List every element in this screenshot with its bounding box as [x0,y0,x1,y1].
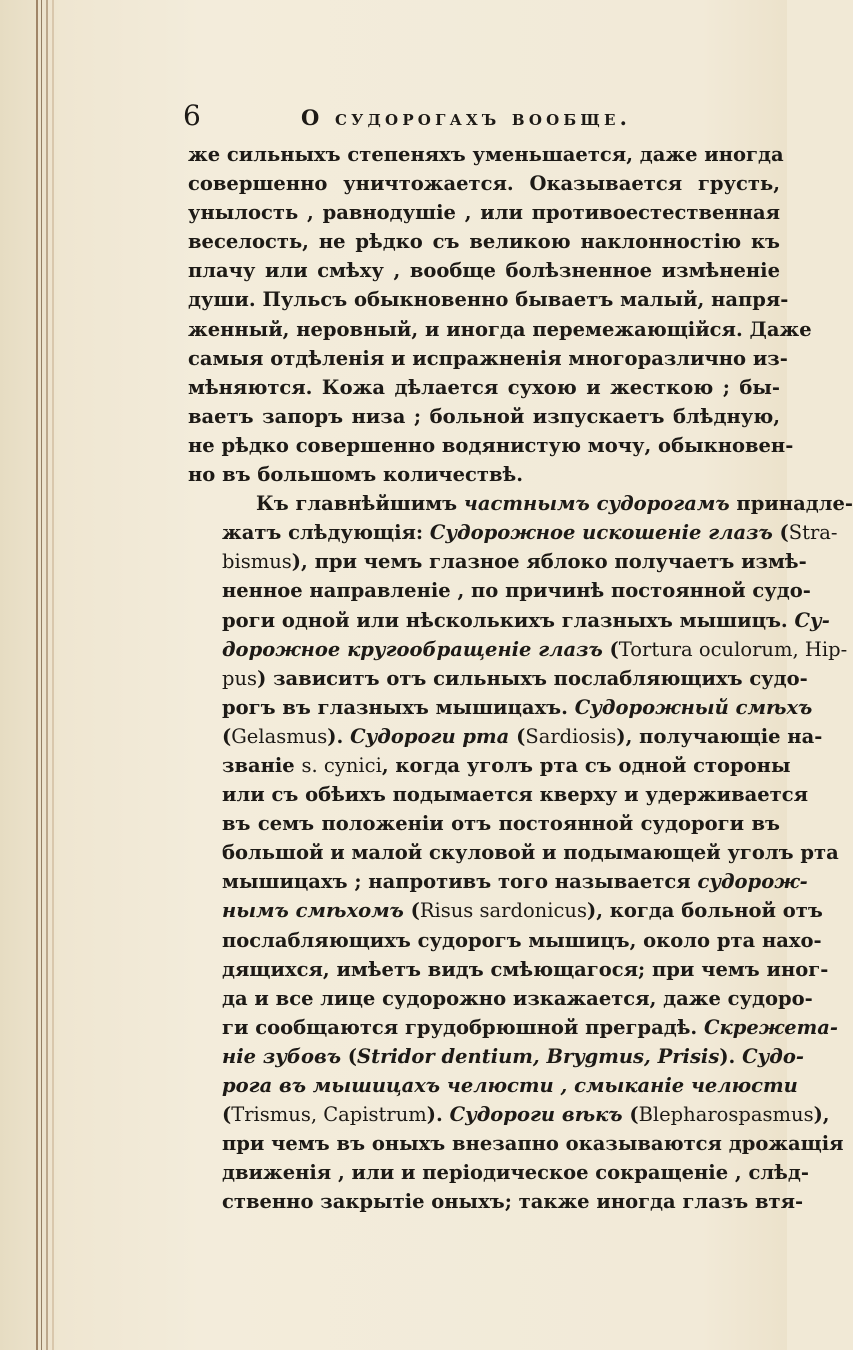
text-line [188,140,784,169]
text-run: ( [509,724,526,748]
text-run: принадле- [729,492,853,516]
text-run: или съ обѣихъ подымается кверху и удерживается [222,783,809,807]
text-run: при чемъ въ оныхъ внезапно оказываются дрожащія [222,1132,844,1156]
paragraph [188,140,812,489]
text-run: рогъ въ глазныхъ мышицахъ. [222,695,575,719]
text-line [188,693,813,722]
text-run: же сильныхъ степеняхъ уменьшается, даже иногда [188,143,784,166]
text-run: веселость, не рѣдко съ великою наклонностію къ [188,230,780,254]
italic-term: судорож- [697,870,808,894]
page-text [188,140,853,1216]
text-line [188,896,823,925]
text-line [188,1100,830,1129]
italic-term: Судороги вѣкъ [449,1103,623,1127]
text-line [188,169,780,198]
text-line [188,1042,804,1071]
text-line [188,256,780,285]
text-run: ). [719,1044,743,1068]
text-line [188,198,780,227]
text-line [188,1013,838,1042]
latin-term: s. cynici [301,753,382,777]
text-run: но въ большомъ количествѣ. [188,463,523,487]
italic-term: Stridor dentium, Brygmus, Prisis [357,1044,720,1068]
text-run: ( [622,1103,639,1127]
text-run: ( [222,724,232,748]
text-line [188,227,780,256]
binding-edge [52,0,54,1350]
text-run: ( [602,637,619,661]
text-line [188,1129,844,1158]
italic-term: нымъ смѣхомъ [222,899,404,923]
text-run: унылость , равнодушіе , или противоестественная [188,201,780,225]
text-line [188,722,823,751]
italic-term: Судорожный смѣхъ [574,695,813,719]
text-line [188,460,780,489]
text-run: ) зависитъ отъ сильныхъ послабляющихъ судо- [257,666,808,690]
text-run: ( [403,899,420,923]
text-line [188,1071,798,1100]
text-run: не рѣдко совершенно водянистую мочу, обыкновен- [188,433,794,457]
text-run: ), при чемъ глазное яблоко получаетъ измѣ- [291,550,807,574]
latin-term: Sardiosis [525,724,617,748]
text-run: самыя отдѣленія и испражненія многоразлично из- [188,346,788,370]
text-run: дящихся, имѣетъ видъ смѣющагося; при чемъ иног- [222,957,829,981]
paragraph [188,489,853,1216]
italic-term: рога въ мышицахъ челюсти , смыканіе челюсти [222,1074,798,1097]
text-line [188,1158,809,1187]
text-line [188,373,780,402]
italic-term: Скрежета- [704,1015,838,1039]
binding-edge [46,0,48,1350]
text-line [188,285,789,314]
latin-term: Trismus, Capistrum [231,1103,427,1127]
text-run: ). [327,724,351,748]
text-line [188,431,794,460]
italic-term: Су- [794,608,830,632]
text-run: большой и малой скуловой и подымающей уголъ рта [222,841,839,865]
text-run: ( [341,1044,358,1068]
text-run: Къ главнѣйшимъ [256,492,464,516]
text-line [188,984,813,1013]
text-run: совершенно уничтожается. Оказывается грусть, [188,172,780,196]
text-line [188,809,780,838]
text-run: званіе [222,753,302,777]
text-run: ( [222,1103,232,1127]
text-line [188,867,808,896]
text-line [188,606,830,635]
italic-term: Судо- [742,1044,804,1068]
text-line [188,838,839,867]
text-run: ), [813,1103,830,1127]
text-run: ). [426,1103,450,1127]
text-run: ), получающіе на- [616,724,823,748]
text-line [188,576,811,605]
text-run: женный, неровный, и иногда перемежающійся. Даже [188,317,812,341]
latin-term: pus [222,666,258,690]
text-run: да и все лице судорожно изкажается, даже судоро- [222,986,813,1010]
text-run: ги сообщаются грудобрюшной преградѣ. [222,1015,704,1039]
text-run: послабляющихъ судорогъ мышицъ, около рта нахо- [222,928,822,952]
binding-edge [36,0,38,1350]
latin-term: bismus [222,550,292,574]
text-run: въ семъ положеніи отъ постоянной судороги въ [222,812,780,836]
text-line [188,344,788,373]
text-line [188,780,809,809]
text-run: ственно закрытіе оныхъ; также иногда глазъ втя- [222,1190,804,1214]
text-line [188,489,853,518]
text-run: мѣняются. Кожа дѣлается сухою и жесткою ; бы- [188,375,780,399]
running-title: О судорогахъ вообще. [301,105,632,130]
text-line [188,664,808,693]
latin-term: Risus sardonicus [419,899,587,923]
text-run: роги одной или нѣсколькихъ глазныхъ мышицъ. [222,608,795,632]
text-line [188,518,838,547]
page-number: 6 [183,99,201,132]
italic-term: ніе зубовъ [222,1044,341,1068]
text-line [188,547,807,576]
text-line [188,751,791,780]
italic-term: дорожное кругообращеніе глазъ [222,637,603,661]
binding-edge [41,0,42,1350]
italic-term: частнымъ судорогамъ [463,492,730,516]
text-run: движенія , или и періодическое сокращеніе , слѣд- [222,1161,809,1185]
text-line [188,635,848,664]
latin-term: Tortura oculorum, Hip- [618,637,848,661]
text-line [188,402,780,431]
text-run: жатъ слѣдующія: [222,521,430,545]
latin-term: Gelasmus [231,724,328,748]
text-run: ( [772,521,789,545]
text-run: ненное направленіе , по причинѣ постоянной судо- [222,579,811,603]
text-run: плачу или смѣху , вообще болѣзненное измѣненіе [188,259,780,283]
text-line [188,315,812,344]
text-run: души. Пульсъ обыкновенно бываетъ малый, напря- [188,288,789,312]
text-line [188,955,829,984]
text-line [188,1187,804,1216]
italic-term: Судороги рта [350,724,510,748]
latin-term: Stra- [788,521,838,545]
text-run: , когда уголъ рта съ одной стороны [381,753,791,777]
text-run: ), когда больной отъ [586,899,823,923]
latin-term: Blepharospasmus [638,1103,814,1127]
text-run: ваетъ запоръ низа ; больной изпускаетъ блѣдную, [188,404,780,428]
text-run: мышицахъ ; напротивъ того называется [222,870,698,894]
text-line [188,926,822,955]
italic-term: Судорожное искошеніе глазъ [429,521,773,545]
page-header [183,100,663,136]
